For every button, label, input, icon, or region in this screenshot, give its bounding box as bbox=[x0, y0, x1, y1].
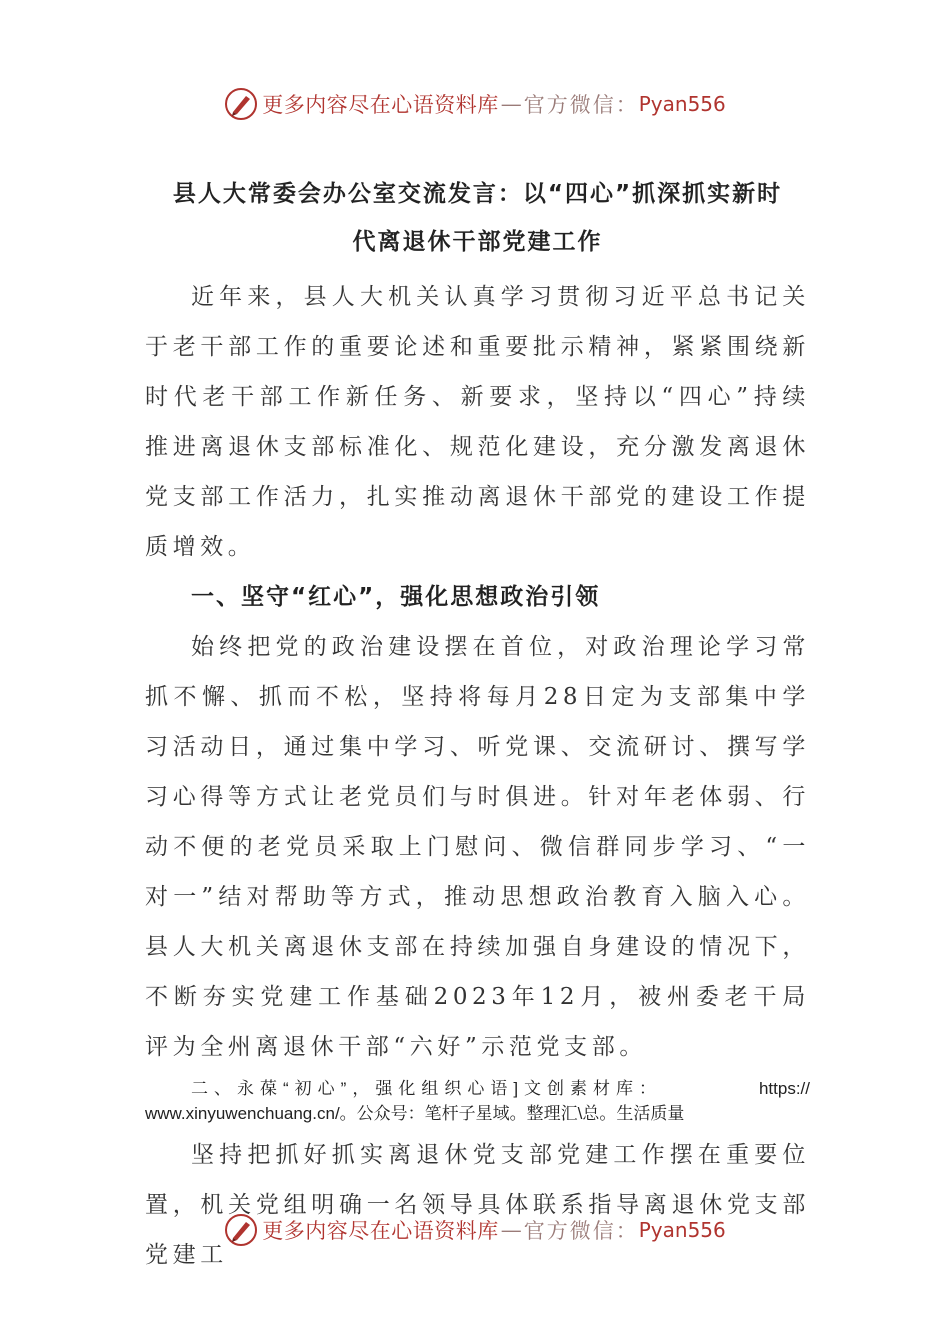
heading-2-text: 二、永葆“初心”，强化组织心语]文创素材库： bbox=[191, 1079, 663, 1098]
banner-wechat-id: Pyan556 bbox=[638, 1218, 726, 1242]
heading-2-line-2: www.xinyuwenchuang.cn/。公众号：笔杆子星域。整理汇\总。生活质量 bbox=[145, 1104, 685, 1123]
banner-dash: — bbox=[500, 1218, 522, 1242]
title-line-2: 代离退休干部党建工作 bbox=[352, 229, 603, 255]
banner-text: 更多内容尽在心语资料库 bbox=[262, 93, 499, 117]
pen-logo-icon bbox=[224, 1213, 258, 1247]
banner-wechat-label: 官方微信： bbox=[523, 1219, 639, 1243]
banner-wechat-id: Pyan556 bbox=[638, 92, 726, 116]
banner-wechat-label: 官方微信： bbox=[523, 93, 639, 117]
banner-dash: — bbox=[500, 92, 522, 116]
section-heading-1: 一、坚守“红心”，强化思想政治引领 bbox=[191, 584, 601, 610]
banner-text: 更多内容尽在心语资料库 bbox=[262, 1219, 499, 1243]
pen-logo-icon bbox=[224, 87, 258, 121]
section-1-paragraph: 始终把党的政治建设摆在首位，对政治理论学习常抓不懈、抓而不松，坚持将每月28日定为支部集中学习活动日，通过集中学习、听党课、交流研讨、撰写学习心得等方式让老党员们与时俱进。针对年老体弱、行动不便的老党员采取上门慰问、微信群同步学习、“一对一”结对帮助等方式，推动思想政治教育入脑入心。县人大机关离退休支部在持续加强自身建设的情况下，不断夯实党建工作基础2023年12月，被州委老干局评为全州离退休干部“六好”示范党支部。 bbox=[145, 634, 810, 1060]
intro-paragraph: 近年来，县人大机关认真学习贯彻习近平总书记关于老干部工作的重要论述和重要批示精神，紧紧围绕新时代老干部工作新任务、新要求，坚持以“四心”持续推进离退休支部标准化、规范化建设，充分激发离退休党支部工作活力，扎实推动离退休干部党的建设工作提质增效。 bbox=[145, 284, 810, 560]
section-2-paragraph: 坚持把抓好抓实离退休党支部党建工作摆在重要位置，机关党组明确一名领导具体联系指导离退休党支部党建工 bbox=[145, 1142, 810, 1268]
document-title bbox=[145, 170, 810, 266]
footer-watermark-banner bbox=[0, 1210, 950, 1250]
document-body bbox=[145, 170, 810, 1280]
header-watermark-banner bbox=[0, 84, 950, 124]
section-heading-2 bbox=[145, 1076, 810, 1126]
title-line-1: 县人大常委会办公室交流发言：以“四心”抓深抓实新时 bbox=[172, 181, 783, 207]
heading-2-url: https:// bbox=[758, 1079, 810, 1098]
